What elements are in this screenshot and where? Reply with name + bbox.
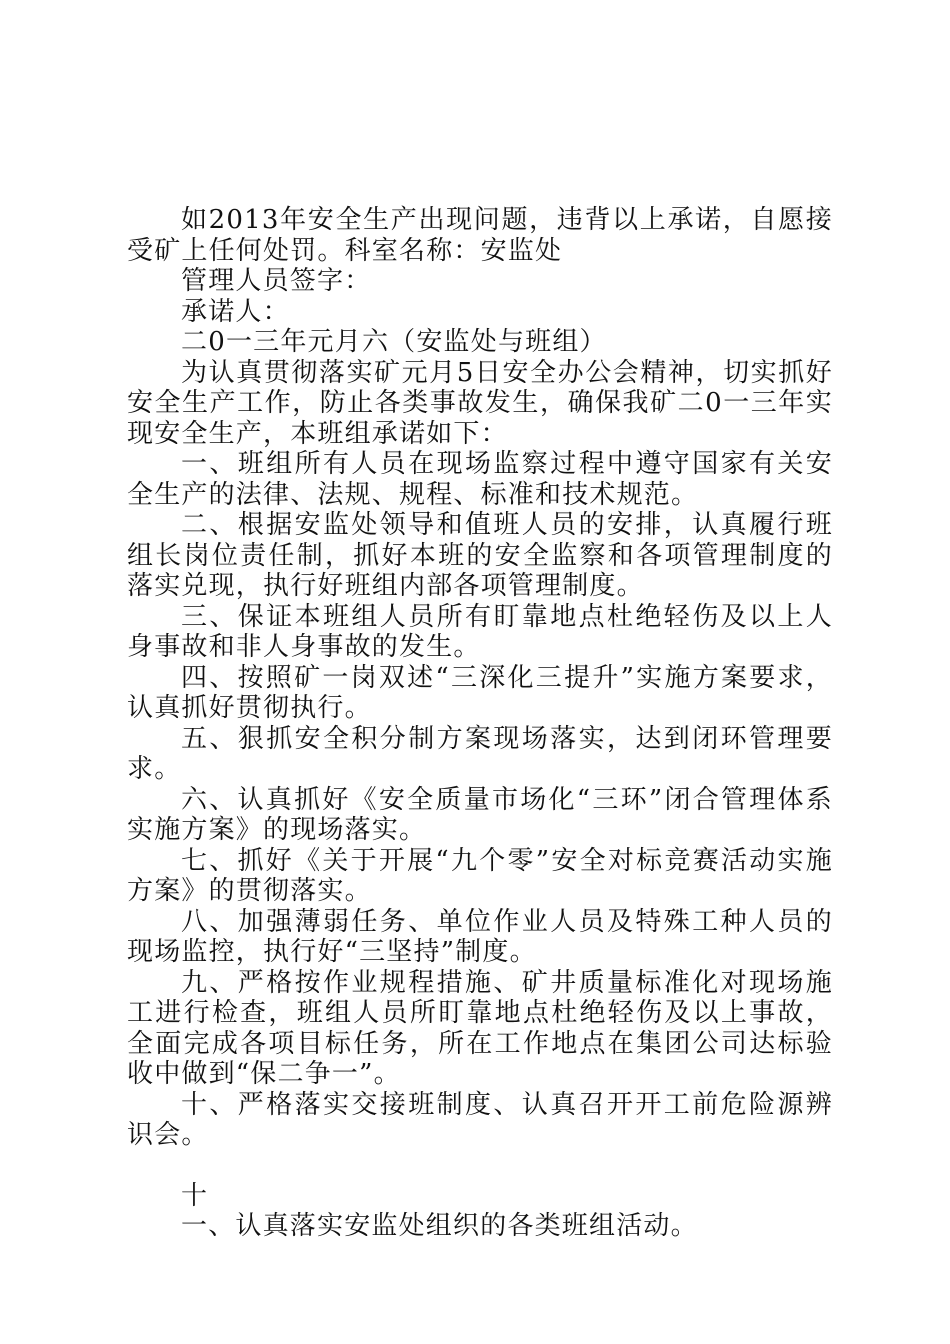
paragraph-item-6: 六、认真抓好《安全质量市场化“三环”闭合管理体系实施方案》的现场落实。: [127, 784, 833, 845]
paragraph-manager-signature: 管理人员签字：: [181, 266, 372, 296]
paragraph-item-8: 八、加强薄弱任务、单位作业人员及特殊工种人员的现场监控，执行好“三坚持”制度。: [127, 906, 833, 967]
document-body: [127, 205, 833, 1242]
paragraph-item-1: 一、班组所有人员在现场监察过程中遵守国家有关安全生产的法律、法规、规程、标准和技术规范。: [127, 449, 833, 510]
paragraph-item-10: 十、严格落实交接班制度、认真召开开工前危险源辨识会。: [127, 1089, 833, 1150]
paragraph-spacer: [127, 1151, 833, 1181]
paragraph-date-heading: 二0一三年元月六（安监处与班组）: [181, 327, 607, 357]
paragraph-item-11: 一、认真落实安监处组织的各类班组活动。: [181, 1211, 698, 1241]
paragraph-item-3: 三、保证本班组人员所有盯靠地点杜绝轻伤及以上人身事故和非人身事故的发生。: [127, 601, 833, 662]
paragraph-pledger: 承诺人：: [181, 296, 290, 327]
paragraph-item-7: 七、抓好《关于开展“九个零”安全对标竞赛活动实施方案》的贯彻落实。: [127, 845, 833, 906]
paragraph-item-5: 五、狠抓安全积分制方案现场落实，达到闭环管理要求。: [127, 723, 833, 784]
paragraph-item-4: 四、按照矿一岗双述“三深化三提升”实施方案要求，认真抓好贯彻执行。: [127, 662, 833, 723]
paragraph-item-11-fragment: 十: [181, 1180, 209, 1211]
paragraph-penalty-pledge: 如2013年安全生产出现问题，违背以上承诺，自愿接受矿上任何处罚。科室名称：安监处: [127, 205, 833, 266]
paragraph-item-2: 二、根据安监处领导和值班人员的安排，认真履行班组长岗位责任制，抓好本班的安全监察和各项管理制度的落实兑现，执行好班组内部各项管理制度。: [127, 510, 833, 601]
paragraph-item-9: 九、严格按作业规程措施、矿井质量标准化对现场施工进行检查，班组人员所盯靠地点杜绝轻伤及以上事故，全面完成各项目标任务，所在工作地点在集团公司达标验收中做到“保二争一”。: [127, 967, 833, 1089]
paragraph-intro: 为认真贯彻落实矿元月5日安全办公会精神，切实抓好安全生产工作，防止各类事故发生，确保我矿二0一三年实现安全生产，本班组承诺如下：: [127, 357, 833, 449]
